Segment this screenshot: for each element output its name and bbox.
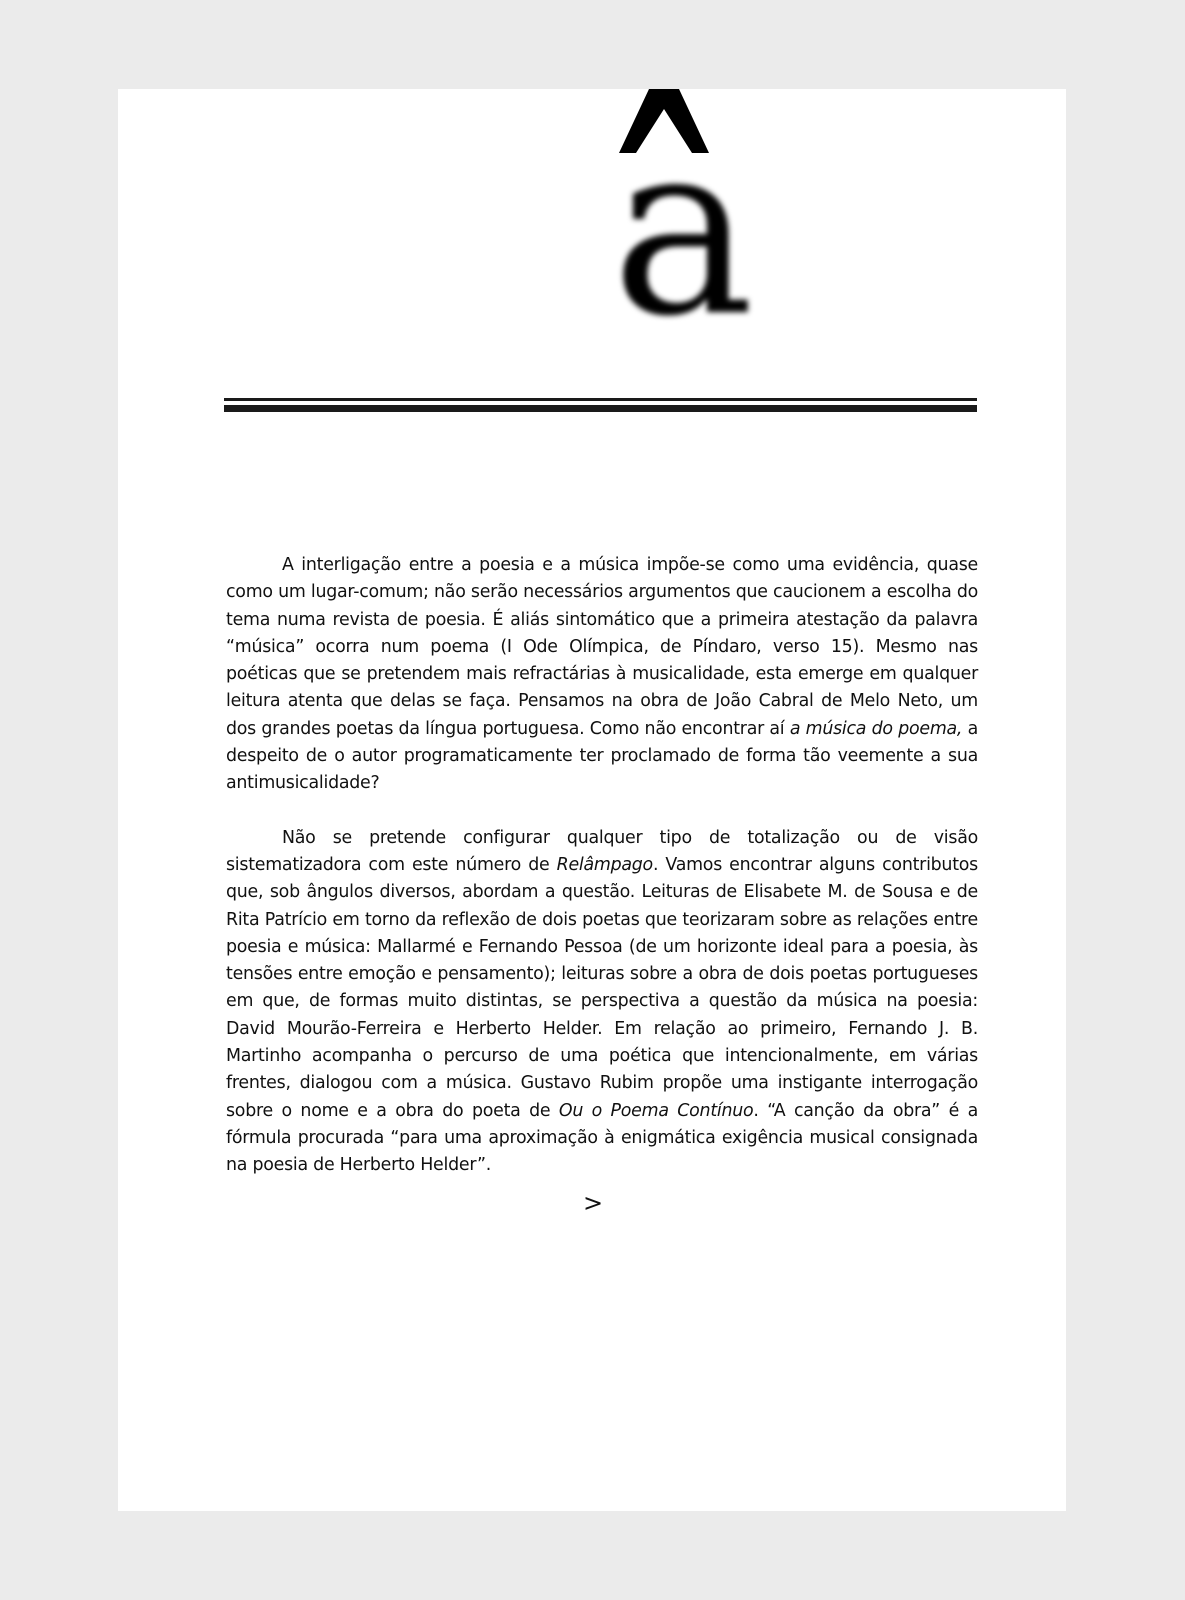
- article-body: [226, 552, 978, 1180]
- page: [118, 89, 1066, 1511]
- blurred-letter-a-text: a: [611, 89, 755, 369]
- paragraph-2-text-a: Não se pretende configurar qualquer tipo de totalização ou de visão sistematizadora com este número de: [226, 827, 978, 875]
- header-rule-thick: [224, 405, 977, 412]
- header-rule-thin: [224, 398, 977, 401]
- paragraph-1: [226, 552, 978, 798]
- paragraph-1-text-a: A interligação entre a poesia e a música impõe-se como uma evidência, quase como um lugar-comum; não serão necessários argumentos que caucionem a escolha do tema numa revista de poesia. É aliás sintomático que a primeira atestação da palavra “música” ocorra num poema (I Ode Olímpica, de Píndaro, verso 15). Mesmo nas poéticas que se pretendem mais refractárias à musicalidade, esta emerge em qualquer leitura atenta que delas se faça. Pensamos na obra de João Cabral de Melo Neto, um dos grandes poetas da língua portuguesa. Como não encontrar aí: [226, 555, 978, 739]
- paragraph-1-text-b: a despeito de o autor programaticamente ter proclamado de forma tão veemente a sua antimusicalidade?: [226, 718, 979, 794]
- paragraph-2-text-b: . Vamos encontrar alguns contributos que, sob ângulos diversos, abordam a questão. Leituras de Elisabete M. de Sousa e de Rita Patrício em torno da reflexão de dois poetas que teorizaram sobre as relações entre poesia e música: Mallarmé e Fernando Pessoa (de um horizonte ideal para a poesia, às tensões entre emoção e pensamento); leituras sobre a obra de dois poetas portugueses em que, de formas muito distintas, se perspectiva a questão da música na poesia: David Mourão-Ferreira e Herberto Helder. Em relação ao primeiro, Fernando J. B. Martinho acompanha o percurso de uma poética que intencionalmente, em várias frentes, dialogou com a música. Gustavo Rubim propõe uma instigante interrogação sobre o nome e a obra do poeta de: [226, 854, 978, 1121]
- paragraph-2-italic-work: Ou o Poema Contínuo: [558, 1100, 754, 1121]
- paragraph-2-italic-title: Relâmpago: [556, 854, 653, 875]
- blurred-letter-a: [573, 89, 793, 389]
- paragraph-1-italic: a música do poema,: [789, 718, 963, 739]
- next-page-arrow[interactable]: >: [582, 1189, 604, 1217]
- paragraph-2-text-c: . “A canção da obra” é a fórmula procurada “para uma aproximação à enigmática exigência musical consignada na poesia de Herberto Helder”.: [226, 1100, 978, 1176]
- paragraph-2: [226, 825, 978, 1180]
